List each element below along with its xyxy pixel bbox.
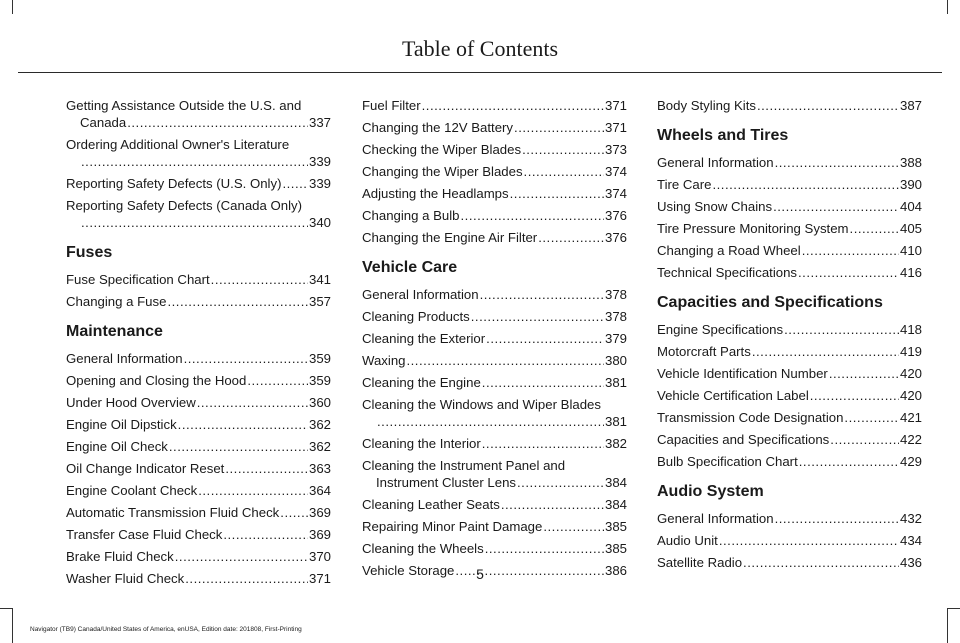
toc-entry-title: Brake Fluid Check (66, 549, 174, 564)
toc-entry[interactable] (657, 321, 922, 338)
toc-entry-page: 386 (604, 563, 627, 578)
dot-leader (850, 220, 899, 237)
toc-entry-line (657, 154, 922, 171)
dot-leader (480, 286, 604, 303)
toc-entry-line (66, 438, 331, 455)
section-heading: Fuses (66, 244, 113, 261)
crop-mark-top-left-v (12, 0, 13, 14)
toc-entry-line (362, 540, 627, 557)
toc-entry-page: 362 (308, 439, 331, 454)
toc-entry-line (657, 431, 922, 448)
dot-leader (799, 453, 899, 470)
toc-entry-title: Engine Coolant Check (66, 483, 198, 498)
dot-leader (482, 435, 604, 452)
toc-entry-line (362, 119, 627, 136)
toc-entry-page: 384 (604, 497, 627, 512)
dot-leader (810, 387, 899, 404)
toc-entry-title: Tire Care (657, 177, 712, 192)
toc-entry-line (362, 229, 627, 246)
toc-entry-page: 359 (308, 373, 331, 388)
toc-entry-line (362, 207, 627, 224)
toc-entry-page: 432 (899, 511, 922, 526)
toc-entry-page: 382 (604, 436, 627, 451)
dot-leader (543, 518, 604, 535)
toc-entry-title: Adjusting the Headlamps (362, 186, 509, 201)
dot-leader (127, 114, 308, 131)
toc-entry-page: 376 (604, 230, 627, 245)
toc-entry-title: Under Hood Overview (66, 395, 196, 410)
dot-leader (282, 175, 308, 192)
toc-entry[interactable] (657, 264, 922, 281)
toc-entry-page: 380 (604, 353, 627, 368)
toc-entry[interactable] (66, 504, 331, 521)
toc-entry-page: 420 (899, 388, 922, 403)
toc-entry-line (362, 308, 627, 325)
toc-entry-page: 381 (604, 414, 627, 429)
dot-leader (773, 198, 899, 215)
toc-entry-title: Cleaning the Exterior (362, 331, 486, 346)
toc-entry-page: 337 (308, 115, 331, 130)
toc-entry-title: General Information (66, 351, 183, 366)
toc-entry-title: Cleaning the Windows and Wiper Blades (362, 397, 601, 412)
toc-entry-line (362, 330, 627, 347)
toc-entry-title: Vehicle Identification Number (657, 366, 828, 381)
dot-leader (510, 185, 604, 202)
toc-entry-title: Washer Fluid Check (66, 571, 185, 586)
dot-leader (719, 532, 899, 549)
toc-entry[interactable] (66, 175, 331, 192)
toc-entry[interactable] (657, 176, 922, 193)
toc-entry-page: 418 (899, 322, 922, 337)
toc-entry-line (657, 510, 922, 527)
page-title: Table of Contents (401, 36, 559, 61)
dot-leader (522, 141, 604, 158)
crop-mark-bottom-left-v (12, 608, 13, 643)
toc-entry[interactable] (657, 343, 922, 360)
toc-entry-title: Tire Pressure Monitoring System (657, 221, 849, 236)
toc-entry[interactable] (66, 293, 331, 310)
toc-entry-page: 374 (604, 186, 627, 201)
toc-entry-title: Changing a Road Wheel (657, 243, 801, 258)
toc-entry[interactable] (66, 136, 331, 170)
dot-leader (517, 474, 604, 491)
toc-entry-title: Repairing Minor Paint Damage (362, 519, 543, 534)
toc-entry[interactable] (362, 207, 627, 224)
toc-entry[interactable] (66, 416, 331, 433)
toc-entry-page: 371 (308, 571, 331, 586)
toc-entry[interactable] (657, 453, 922, 470)
toc-entry[interactable] (66, 350, 331, 367)
crop-mark-top-right-v (947, 0, 948, 14)
toc-entry-page: 420 (899, 366, 922, 381)
toc-entry-title: Changing a Bulb (362, 208, 460, 223)
toc-entry-title: General Information (657, 511, 774, 526)
dot-leader (486, 330, 604, 347)
toc-entry-page: 388 (899, 155, 922, 170)
toc-entry[interactable] (657, 387, 922, 404)
toc-entry[interactable] (66, 438, 331, 455)
toc-entry[interactable] (657, 97, 922, 114)
toc-entry-page: 371 (604, 120, 627, 135)
toc-entry-title: Transfer Case Fluid Check (66, 527, 223, 542)
toc-entry-line (362, 185, 627, 202)
toc-entry-page: 379 (604, 331, 627, 346)
toc-entry[interactable] (66, 271, 331, 288)
toc-entry[interactable] (362, 330, 627, 347)
toc-entry-page: 371 (604, 98, 627, 113)
toc-entry-page: 387 (899, 98, 922, 113)
dot-leader (169, 438, 308, 455)
dot-leader (461, 207, 604, 224)
footer-edition-text: Navigator (TB9) Canada/United States of America, enUSA, Edition date: 201808, First-Printing (30, 626, 302, 633)
toc-entry-line (66, 416, 331, 433)
toc-entry[interactable] (362, 396, 627, 430)
dot-leader (844, 409, 899, 426)
dot-leader (524, 163, 604, 180)
toc-entry-page: 339 (308, 154, 331, 169)
toc-entry[interactable] (362, 97, 627, 114)
toc-entry-line (657, 176, 922, 193)
toc-entry[interactable] (657, 242, 922, 259)
toc-entry-page: 436 (899, 555, 922, 570)
toc-entry-line (66, 372, 331, 389)
toc-entry-line (657, 387, 922, 404)
toc-entry-title: Technical Specifications (657, 265, 798, 280)
toc-entry-title: Cleaning the Wheels (362, 541, 484, 556)
toc-entry-title: Changing the 12V Battery (362, 120, 514, 135)
toc-entry-page: 364 (308, 483, 331, 498)
toc-entry-line (66, 460, 331, 477)
toc-entry[interactable] (657, 431, 922, 448)
dot-leader (829, 365, 899, 382)
toc-entry-title: Automatic Transmission Fluid Check (66, 505, 280, 520)
dot-leader (775, 510, 899, 527)
toc-entry-page: 421 (899, 410, 922, 425)
toc-entry[interactable] (362, 352, 627, 369)
toc-entry-line (362, 163, 627, 180)
dot-leader (175, 548, 308, 565)
toc-entry-line (66, 482, 331, 499)
toc-entry-title: Fuel Filter (362, 98, 421, 113)
toc-entry-line (657, 198, 922, 215)
toc-entry-title: Cleaning Products (362, 309, 470, 324)
dot-leader (406, 352, 604, 369)
toc-entry-page: 378 (604, 287, 627, 302)
dot-leader (167, 293, 308, 310)
toc-entry-line (362, 518, 627, 535)
dot-leader (514, 119, 604, 136)
toc-entry-line (362, 413, 627, 430)
toc-entry-line (657, 343, 922, 360)
toc-entry[interactable] (66, 460, 331, 477)
toc-entry-page: 369 (308, 505, 331, 520)
toc-entry-title: Engine Oil Check (66, 439, 168, 454)
toc-entry-title: Bulb Specification Chart (657, 454, 798, 469)
toc-entry[interactable] (362, 308, 627, 325)
toc-entry-title: Changing the Wiper Blades (362, 164, 523, 179)
section-heading: Maintenance (66, 323, 163, 340)
toc-entry-line (657, 409, 922, 426)
toc-entry-title: Checking the Wiper Blades (362, 142, 522, 157)
toc-entry-title: Changing the Engine Air Filter (362, 230, 538, 245)
toc-entry-line (66, 114, 331, 131)
toc-entry[interactable] (362, 141, 627, 158)
toc-entry-title: Fuse Specification Chart (66, 272, 210, 287)
toc-entry-page: 384 (604, 475, 627, 490)
toc-entry[interactable] (66, 197, 331, 231)
toc-entry-page: 434 (899, 533, 922, 548)
toc-entry[interactable] (66, 97, 331, 131)
toc-entry-title: Reporting Safety Defects (U.S. Only) (66, 176, 282, 191)
toc-entry-line (66, 504, 331, 521)
toc-entry-page: 410 (899, 243, 922, 258)
toc-entry-line (66, 526, 331, 543)
section-heading: Vehicle Care (362, 259, 458, 276)
crop-mark-bottom-right-h (948, 608, 960, 609)
toc-entry[interactable] (362, 163, 627, 180)
toc-entry-page: 340 (308, 215, 331, 230)
toc-entry-page: 369 (308, 527, 331, 542)
toc-entry-page: 362 (308, 417, 331, 432)
dot-leader (81, 214, 308, 231)
toc-entry-line (362, 374, 627, 391)
toc-column-1 (66, 97, 331, 592)
dot-leader (538, 229, 604, 246)
dot-leader (830, 431, 899, 448)
toc-entry-page: 370 (308, 549, 331, 564)
toc-entry-page: 357 (308, 294, 331, 309)
toc-entry-page: 416 (899, 265, 922, 280)
toc-entry-title: Vehicle Certification Label (657, 388, 809, 403)
toc-entry-line (657, 242, 922, 259)
toc-entry[interactable] (362, 496, 627, 513)
dot-leader (225, 460, 308, 477)
toc-entry[interactable] (362, 229, 627, 246)
page-number: 5 (476, 566, 484, 582)
toc-entry[interactable] (657, 409, 922, 426)
toc-entry-page: 405 (899, 221, 922, 236)
toc-entry-title: Getting Assistance Outside the U.S. and (66, 98, 302, 113)
dot-leader (501, 496, 604, 513)
toc-entry[interactable] (66, 394, 331, 411)
dot-leader (280, 504, 308, 521)
toc-entry-line (362, 97, 627, 114)
toc-entry-line (362, 435, 627, 452)
toc-entry-title: General Information (657, 155, 774, 170)
toc-entry-page: 419 (899, 344, 922, 359)
toc-entry-title: Engine Oil Dipstick (66, 417, 177, 432)
dot-leader (198, 482, 308, 499)
dot-leader (752, 343, 899, 360)
dot-leader (712, 176, 899, 193)
toc-entry-line (657, 264, 922, 281)
toc-column-2 (362, 97, 627, 584)
dot-leader (197, 394, 308, 411)
toc-entry-line (657, 321, 922, 338)
toc-entry[interactable] (362, 518, 627, 535)
dot-leader (247, 372, 308, 389)
dot-leader (81, 153, 308, 170)
dot-leader (223, 526, 308, 543)
dot-leader (422, 97, 604, 114)
toc-entry-line (362, 496, 627, 513)
toc-entry-page: 381 (604, 375, 627, 390)
toc-entry[interactable] (657, 365, 922, 382)
toc-entry-line (66, 153, 331, 170)
toc-entry-line (657, 453, 922, 470)
toc-entry-title: Body Styling Kits (657, 98, 756, 113)
toc-entry[interactable] (657, 532, 922, 549)
toc-entry-line (657, 97, 922, 114)
toc-entry-page: 360 (308, 395, 331, 410)
toc-entry-title: Opening and Closing the Hood (66, 373, 247, 388)
toc-entry-title: Waxing (362, 353, 406, 368)
crop-mark-bottom-right-v (947, 608, 948, 643)
toc-entry-title: Audio Unit (657, 533, 718, 548)
toc-entry-page: 422 (899, 432, 922, 447)
toc-entry[interactable] (66, 526, 331, 543)
dot-leader (798, 264, 899, 281)
toc-entry-line (657, 365, 922, 382)
toc-entry-page: 385 (604, 541, 627, 556)
toc-entry-title: Cleaning the Interior (362, 436, 481, 451)
toc-entry-title: Motorcraft Parts (657, 344, 751, 359)
toc-entry-page: 341 (308, 272, 331, 287)
toc-entry-page: 390 (899, 177, 922, 192)
toc-entry-page: 404 (899, 199, 922, 214)
toc-entry-page: 359 (308, 351, 331, 366)
section-heading: Capacities and Specifications (657, 294, 883, 311)
toc-entry[interactable] (657, 154, 922, 171)
toc-entry-title: Engine Specifications (657, 322, 784, 337)
toc-entry[interactable] (657, 510, 922, 527)
section-heading: Audio System (657, 483, 764, 500)
crop-mark-bottom-left-h (0, 608, 12, 609)
toc-entry[interactable] (362, 185, 627, 202)
toc-entry-line (66, 548, 331, 565)
toc-entry[interactable] (362, 286, 627, 303)
toc-entry-line (66, 293, 331, 310)
dot-leader (377, 413, 604, 430)
toc-entry[interactable] (657, 220, 922, 237)
toc-entry-page: 339 (308, 176, 331, 191)
toc-entry-title: Changing a Fuse (66, 294, 167, 309)
toc-entry[interactable] (657, 198, 922, 215)
toc-entry-line (657, 220, 922, 237)
dot-leader (485, 540, 604, 557)
toc-column-3 (657, 97, 922, 576)
toc-entry-line (362, 352, 627, 369)
toc-entry-title: General Information (362, 287, 479, 302)
toc-entry-line (362, 286, 627, 303)
toc-entry-line (657, 532, 922, 549)
header-divider (18, 72, 942, 73)
toc-entry-title: Cleaning Leather Seats (362, 497, 500, 512)
toc-entry-page: 373 (604, 142, 627, 157)
dot-leader (757, 97, 899, 114)
toc-entry-page: 429 (899, 454, 922, 469)
toc-entry-page: 378 (604, 309, 627, 324)
toc-entry[interactable] (66, 372, 331, 389)
section-heading: Wheels and Tires (657, 127, 789, 144)
toc-entry-title: Capacities and Specifications (657, 432, 830, 447)
toc-entry-title: Satellite Radio (657, 555, 743, 570)
toc-entry-title: Instrument Cluster Lens (376, 475, 516, 490)
toc-entry[interactable] (362, 119, 627, 136)
dot-leader (482, 374, 604, 391)
toc-entry-title: Transmission Code Designation (657, 410, 844, 425)
toc-entry[interactable] (66, 482, 331, 499)
toc-entry-line (66, 271, 331, 288)
toc-entry-line (66, 350, 331, 367)
dot-leader (184, 350, 308, 367)
toc-entry-title: Using Snow Chains (657, 199, 773, 214)
toc-entry-title: Oil Change Indicator Reset (66, 461, 225, 476)
toc-entry-page: 376 (604, 208, 627, 223)
toc-entry[interactable] (66, 548, 331, 565)
toc-entry-page: 374 (604, 164, 627, 179)
dot-leader (211, 271, 308, 288)
dot-leader (471, 308, 604, 325)
dot-leader (178, 416, 308, 433)
toc-entry-title: Ordering Additional Owner's Literature (66, 137, 290, 152)
toc-entry-line (66, 214, 331, 231)
toc-entry-title: Cleaning the Instrument Panel and (362, 458, 566, 473)
dot-leader (775, 154, 899, 171)
toc-entry[interactable] (362, 540, 627, 557)
toc-entry-line (66, 175, 331, 192)
toc-entry-title: Canada (80, 115, 127, 130)
toc-entry[interactable] (362, 374, 627, 391)
toc-entry[interactable] (362, 457, 627, 491)
dot-leader (784, 321, 899, 338)
dot-leader (802, 242, 899, 259)
toc-entry-page: 363 (308, 461, 331, 476)
toc-entry-title: Vehicle Storage (362, 563, 455, 578)
toc-entry-line (362, 474, 627, 491)
toc-entry-line (66, 394, 331, 411)
toc-entry-title: Reporting Safety Defects (Canada Only) (66, 198, 303, 213)
toc-entry-line (362, 141, 627, 158)
toc-entry-page: 385 (604, 519, 627, 534)
toc-entry-title: Cleaning the Engine (362, 375, 481, 390)
toc-entry[interactable] (362, 435, 627, 452)
